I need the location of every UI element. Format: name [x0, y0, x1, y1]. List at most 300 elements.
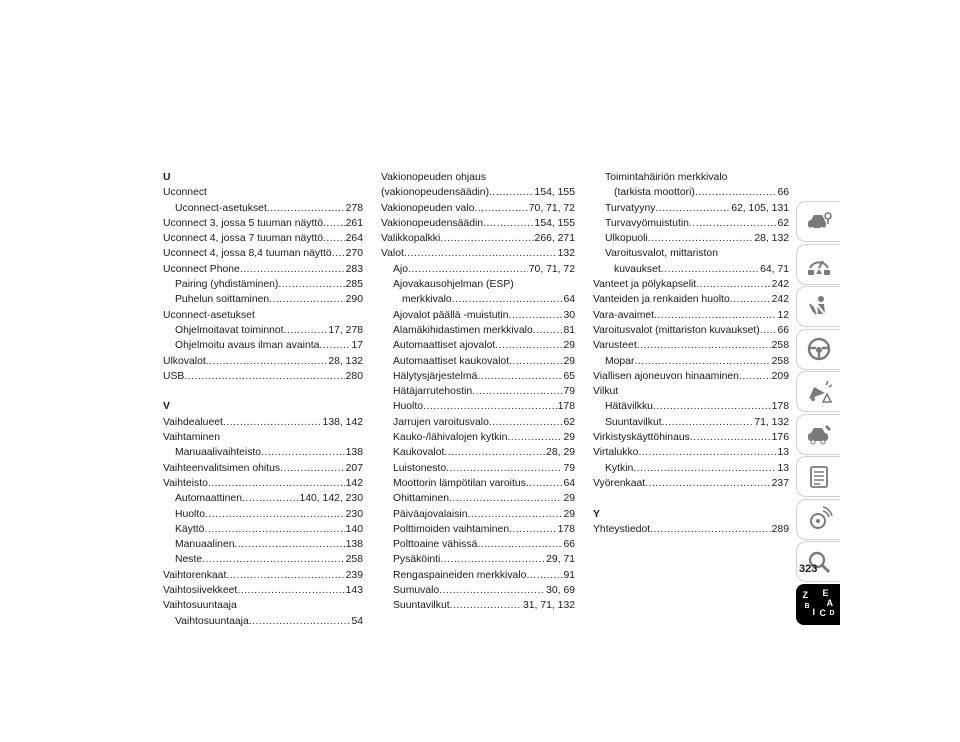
- index-term: Turvatyyny: [605, 202, 656, 214]
- index-letter: C: [819, 608, 826, 618]
- index-term: Suuntavilkut: [605, 416, 662, 428]
- index-page-ref[interactable]: 239: [345, 569, 363, 581]
- index-page-ref[interactable]: 266, 271: [534, 233, 575, 245]
- index-entry[interactable]: [163, 552, 363, 567]
- dot-leader: [450, 598, 522, 613]
- dot-leader: [474, 201, 527, 216]
- dot-leader: [261, 445, 345, 460]
- index-page-ref[interactable]: 62, 105, 131: [731, 202, 789, 214]
- dot-leader: [730, 292, 771, 307]
- index-page-ref[interactable]: 132: [557, 248, 575, 260]
- dot-leader: [645, 476, 770, 491]
- dot-leader: [526, 568, 562, 583]
- index-page-ref[interactable]: 270: [345, 248, 363, 260]
- tab-servicing[interactable]: [796, 414, 840, 455]
- index-page-ref[interactable]: 64, 71: [760, 263, 789, 275]
- car-key-icon: [804, 207, 834, 237]
- index-page-ref[interactable]: 64: [563, 294, 575, 306]
- index-page-ref[interactable]: 62: [563, 416, 575, 428]
- index-letter: D: [829, 610, 835, 617]
- index-entry[interactable]: [163, 491, 363, 506]
- index-term: merkkivalo: [402, 294, 452, 306]
- index-entry[interactable]: [163, 583, 363, 598]
- index-entry[interactable]: [163, 476, 363, 491]
- dot-leader: [739, 369, 771, 384]
- index-page-ref[interactable]: 29: [563, 493, 575, 505]
- index-page-ref[interactable]: 29: [563, 432, 575, 444]
- index-page-ref[interactable]: 31, 71, 132: [523, 600, 575, 612]
- index-term: Vaihtorenkaat: [163, 569, 227, 581]
- index-letter: A: [826, 598, 833, 608]
- index-entry[interactable]: [593, 476, 789, 491]
- index-page-ref[interactable]: 178: [557, 401, 575, 413]
- index-term: Vaihdealueet: [163, 416, 223, 428]
- index-entry[interactable]: [593, 369, 789, 384]
- dot-leader: [240, 262, 345, 277]
- index-term: (tarkista moottori): [614, 187, 695, 199]
- index-page-ref[interactable]: 17, 278: [328, 324, 363, 336]
- index-term: Ulkopuoli: [605, 233, 648, 245]
- index-page-ref[interactable]: 79: [563, 462, 575, 474]
- index-entry[interactable]: [593, 323, 789, 338]
- index-page-ref[interactable]: 71, 132: [754, 416, 789, 428]
- dot-leader: [533, 323, 563, 338]
- dot-leader: [237, 583, 344, 598]
- index-term: Ajovalot päällä -muistutin: [393, 309, 509, 321]
- index-entry[interactable]: [381, 491, 575, 506]
- index-entry[interactable]: [381, 598, 575, 613]
- index-term: Virkistyskäyttöhinaus: [593, 432, 690, 444]
- dot-leader: [284, 323, 328, 338]
- index-heading: Ajovakausohjelman (ESP): [393, 279, 514, 291]
- index-page-ref[interactable]: 13: [777, 447, 789, 459]
- index-page-ref[interactable]: 54: [351, 615, 363, 627]
- index-entry[interactable]: [381, 354, 575, 369]
- index-page-ref[interactable]: 176: [771, 432, 789, 444]
- page-number: 323: [799, 563, 818, 575]
- index-page-ref[interactable]: 28, 132: [328, 355, 363, 367]
- index-entry[interactable]: [163, 201, 363, 216]
- index-term: Polttoaine vähissä: [393, 539, 478, 551]
- index-entry[interactable]: [163, 445, 363, 460]
- index-entry[interactable]: [163, 277, 363, 292]
- index-entry[interactable]: [381, 415, 575, 430]
- index-term: Moottorin lämpötilan varoitus: [393, 477, 526, 489]
- index-entry[interactable]: [381, 430, 575, 445]
- index-entry[interactable]: [593, 430, 789, 445]
- steering-wheel-icon: [804, 334, 834, 364]
- index-letter: B: [804, 603, 810, 610]
- index-entry[interactable]: [593, 216, 789, 231]
- index-entry[interactable]: [381, 338, 575, 353]
- dot-leader: [449, 491, 562, 506]
- index-page-ref[interactable]: 237: [771, 477, 789, 489]
- index-term: Vara-avaimet: [593, 309, 655, 321]
- dot-leader: [696, 277, 770, 292]
- index-page-ref[interactable]: 66: [777, 324, 789, 336]
- index-section-letter: Y: [593, 508, 600, 520]
- multimedia-icon: [804, 504, 834, 534]
- index-entry[interactable]: [163, 231, 363, 246]
- index-term: USB: [163, 370, 185, 382]
- index-entry[interactable]: [163, 614, 363, 629]
- index-entry[interactable]: [163, 415, 363, 430]
- index-term: Pairing (yhdistäminen): [175, 279, 279, 291]
- index-term: Ohittaminen: [393, 493, 450, 505]
- index-page-ref[interactable]: 70, 71, 72: [528, 202, 575, 214]
- index-page-ref[interactable]: 28, 132: [754, 233, 789, 245]
- index-letter: I: [812, 607, 816, 617]
- tab-index[interactable]: [796, 584, 840, 625]
- index-page-ref[interactable]: 285: [345, 279, 363, 291]
- index-entry[interactable]: [163, 369, 363, 384]
- index-term: Automaattinen: [175, 493, 243, 505]
- index-entry[interactable]: [381, 216, 575, 231]
- dot-leader: [489, 415, 563, 430]
- index-heading: Vaihtosuuntaaja: [163, 600, 237, 612]
- index-page-ref[interactable]: 154, 155: [534, 217, 575, 229]
- index-page-ref[interactable]: 30: [563, 309, 575, 321]
- dot-leader: [184, 369, 344, 384]
- dot-leader: [650, 522, 770, 537]
- dot-leader: [323, 231, 345, 246]
- index-page-ref[interactable]: 258: [771, 340, 789, 352]
- index-entry[interactable]: [381, 231, 575, 246]
- index-term: Viallisen ajoneuvon hinaaminen: [593, 370, 739, 382]
- index-term: Rengaspaineiden merkkivalo: [393, 569, 527, 581]
- dot-leader: [468, 507, 563, 522]
- index-entry[interactable]: [381, 522, 575, 537]
- index-term: Turvavyömuistutin: [605, 217, 689, 229]
- index-term: Luistonesto: [393, 462, 447, 474]
- dot-leader: [444, 445, 545, 460]
- index-page-ref[interactable]: 178: [557, 523, 575, 535]
- dot-leader: [477, 369, 562, 384]
- dot-leader: [440, 552, 545, 567]
- index-page-ref[interactable]: 65: [563, 370, 575, 382]
- index-entry[interactable]: [381, 262, 575, 277]
- dot-leader: [319, 338, 350, 353]
- index-term: Sumuvalo: [393, 585, 440, 597]
- dot-leader: [223, 415, 322, 430]
- index-page-ref[interactable]: 70, 71, 72: [528, 263, 575, 275]
- index-page-ref[interactable]: 140: [345, 523, 363, 535]
- index-entry[interactable]: [593, 231, 789, 246]
- index-term: Automaattiset kaukovalot: [393, 355, 510, 367]
- index-term: Virtalukko: [593, 447, 639, 459]
- index-heading: Vaihtaminen: [163, 432, 220, 444]
- dot-leader: [235, 537, 345, 552]
- index-page-ref[interactable]: 258: [771, 355, 789, 367]
- index-heading: Toimintahäiriön merkkivalo: [605, 172, 728, 183]
- index-term: Huolto: [175, 508, 206, 520]
- tab-technical-specifications[interactable]: [796, 456, 840, 497]
- index-entry[interactable]: [163, 537, 363, 552]
- index-entry[interactable]: [593, 262, 789, 277]
- alphabetical-index-icon: [801, 589, 837, 619]
- dot-leader: [446, 461, 562, 476]
- index-page-ref[interactable]: 66: [563, 539, 575, 551]
- index-entry[interactable]: [381, 568, 575, 583]
- dot-leader: [226, 568, 344, 583]
- index-term: Manuaalivaihteisto: [175, 447, 262, 459]
- index-heading: Varoitusvalot, mittariston: [605, 248, 718, 260]
- index-heading: Vakionopeuden ohjaus: [381, 172, 486, 183]
- index-letter: E: [822, 588, 829, 598]
- index-entry[interactable]: [593, 338, 789, 353]
- index-entry[interactable]: [381, 445, 575, 460]
- index-page-ref[interactable]: 62: [777, 217, 789, 229]
- index-term: Varusteet: [593, 340, 637, 352]
- dot-leader: [654, 308, 776, 323]
- index-term: Jarrujen varoitusvalo: [393, 416, 489, 428]
- index-page-ref[interactable]: 138, 142: [322, 416, 363, 428]
- index-heading: Vilkut: [593, 386, 619, 398]
- index-page-ref[interactable]: 140, 142, 230: [299, 493, 363, 505]
- index-term: Automaattiset ajovalot: [393, 340, 496, 352]
- index-term: Huolto: [393, 401, 424, 413]
- index-page-ref[interactable]: 79: [563, 386, 575, 398]
- index-page-ref[interactable]: 29, 71: [546, 554, 575, 566]
- index-term: Vakionopeudensäädin: [381, 217, 484, 229]
- index-entry[interactable]: [381, 583, 575, 598]
- index-entry[interactable]: [381, 476, 575, 491]
- index-term: Uconnect-asetukset: [175, 202, 267, 214]
- index-page-ref[interactable]: 261: [345, 217, 363, 229]
- index-entry[interactable]: [163, 246, 363, 261]
- index-page-ref[interactable]: 258: [345, 554, 363, 566]
- index-entry[interactable]: [381, 292, 575, 307]
- dot-leader: [526, 476, 563, 491]
- index-term: Mopar: [605, 355, 635, 367]
- index-column-1: [163, 170, 363, 629]
- index-entry[interactable]: [381, 461, 575, 476]
- dot-leader: [509, 522, 557, 537]
- dot-leader: [760, 323, 777, 338]
- dot-leader: [202, 552, 345, 567]
- index-term: Ohjelmoitu avaus ilman avainta: [175, 340, 320, 352]
- dot-leader: [280, 461, 345, 476]
- dot-leader: [205, 507, 345, 522]
- index-page-ref[interactable]: 66: [777, 187, 789, 199]
- index-entry[interactable]: [163, 323, 363, 338]
- dot-leader: [472, 384, 562, 399]
- index-letter: Z: [802, 590, 808, 600]
- index-entry[interactable]: [381, 399, 575, 414]
- index-page-ref[interactable]: 278: [345, 202, 363, 214]
- index-page-ref[interactable]: 64: [563, 477, 575, 489]
- index-page-ref[interactable]: 29: [563, 508, 575, 520]
- index-heading: Uconnect-asetukset: [163, 309, 255, 321]
- dot-leader: [690, 430, 771, 445]
- index-page-ref[interactable]: 242: [771, 279, 789, 291]
- index-page-ref[interactable]: 81: [563, 324, 575, 336]
- dot-leader: [633, 461, 776, 476]
- index-entry[interactable]: [593, 445, 789, 460]
- index-term: Ajo: [393, 263, 409, 275]
- dot-leader: [483, 216, 533, 231]
- index-term: Vaihteisto: [163, 477, 208, 489]
- index-entry[interactable]: [163, 292, 363, 307]
- index-entry[interactable]: [593, 308, 789, 323]
- dot-leader: [408, 262, 528, 277]
- index-term: Vaihtosiivekkeet: [163, 585, 238, 597]
- index-term: Polttimoiden vaihtaminen: [393, 523, 510, 535]
- index-entry[interactable]: [381, 185, 575, 200]
- index-entry[interactable]: [381, 384, 575, 399]
- index-term: Varoitusvalot (mittariston kuvaukset): [593, 324, 760, 336]
- index-page-ref[interactable]: 142: [345, 477, 363, 489]
- index-entry[interactable]: [593, 461, 789, 476]
- index-entry[interactable]: [381, 507, 575, 522]
- index-page-ref[interactable]: 17: [351, 340, 363, 352]
- index-page-ref[interactable]: 30, 69: [546, 585, 575, 597]
- index-entry[interactable]: [381, 537, 575, 552]
- index-entry[interactable]: [593, 185, 789, 200]
- tab-multimedia[interactable]: [796, 499, 840, 540]
- index-page-ref[interactable]: 242: [771, 294, 789, 306]
- index-section-letter: V: [163, 401, 170, 413]
- index-term: Hätävilkku: [605, 401, 653, 413]
- index-entry[interactable]: [163, 354, 363, 369]
- index-page-ref[interactable]: 209: [771, 370, 789, 382]
- tab-search[interactable]: [796, 541, 840, 582]
- index-page-ref[interactable]: 13: [777, 462, 789, 474]
- index-term: Päiväajovalaisin: [393, 508, 468, 520]
- index-term: Uconnect 3, jossa 5 tuuman näyttö: [163, 217, 323, 229]
- dot-leader: [323, 216, 345, 231]
- dot-leader: [208, 476, 345, 491]
- dot-leader: [495, 338, 562, 353]
- index-term: Neste: [175, 554, 203, 566]
- index-term: Uconnect 4, jossa 8,4 tuuman näyttö: [163, 248, 332, 260]
- index-entry[interactable]: [163, 568, 363, 583]
- index-entry[interactable]: [381, 323, 575, 338]
- index-page-ref[interactable]: 289: [771, 523, 789, 535]
- tab-dashboard[interactable]: [796, 244, 840, 285]
- index-page-ref[interactable]: 283: [345, 263, 363, 275]
- index-term: (vakionopeudensäädin): [381, 187, 490, 199]
- index-entry[interactable]: [381, 369, 575, 384]
- index-page-ref[interactable]: 29: [563, 355, 575, 367]
- index-entry[interactable]: [163, 507, 363, 522]
- seatbelt-safety-icon: [804, 292, 834, 322]
- dot-leader: [489, 185, 534, 200]
- dot-leader: [477, 537, 562, 552]
- tab-emergency[interactable]: [796, 371, 840, 412]
- index-entry[interactable]: [381, 308, 575, 323]
- index-term: Kaukovalot: [393, 447, 445, 459]
- index-entry[interactable]: [381, 246, 575, 261]
- index-page-ref[interactable]: 138: [345, 447, 363, 459]
- index-term: kuvaukset: [614, 263, 661, 275]
- index-term: Vaihtosuuntaaja: [175, 615, 249, 627]
- dot-leader: [648, 231, 754, 246]
- index-term: Vanteet ja pölykapselit: [593, 279, 697, 291]
- index-entry[interactable]: [163, 461, 363, 476]
- index-entry[interactable]: [593, 292, 789, 307]
- tab-safety[interactable]: [796, 286, 840, 327]
- index-page-ref[interactable]: 178: [771, 401, 789, 413]
- index-term: Kytkin: [605, 462, 634, 474]
- index-page-ref[interactable]: 280: [345, 370, 363, 382]
- index-entry[interactable]: [163, 338, 363, 353]
- dot-leader: [206, 354, 328, 369]
- tab-vehicle-keys[interactable]: [796, 201, 840, 242]
- index-entry[interactable]: [593, 354, 789, 369]
- index-page-ref[interactable]: 91: [563, 569, 575, 581]
- index-page-ref[interactable]: 138: [345, 539, 363, 551]
- tab-starting-driving[interactable]: [796, 329, 840, 370]
- index-term: Manuaalinen: [175, 539, 235, 551]
- index-page-ref[interactable]: 230: [345, 508, 363, 520]
- index-entry[interactable]: [381, 201, 575, 216]
- index-page-ref[interactable]: 29: [563, 340, 575, 352]
- index-entry[interactable]: [163, 216, 363, 231]
- index-entry[interactable]: [163, 522, 363, 537]
- index-entry[interactable]: [381, 552, 575, 567]
- index-term: Alamäkihidastimen merkkivalo: [393, 324, 533, 336]
- index-entry[interactable]: [593, 415, 789, 430]
- breakdown-car-icon: [804, 377, 834, 407]
- index-column-3: [593, 170, 789, 537]
- index-entry[interactable]: [593, 277, 789, 292]
- index-term: Hälytysjärjestelmä: [393, 370, 478, 382]
- index-page-ref[interactable]: 154, 155: [534, 187, 575, 199]
- index-entry[interactable]: [593, 399, 789, 414]
- dot-leader: [509, 354, 562, 369]
- index-page-ref[interactable]: 207: [345, 462, 363, 474]
- index-entry[interactable]: [593, 201, 789, 216]
- dot-leader: [638, 445, 776, 460]
- dashboard-warning-icon: [804, 249, 834, 279]
- index-term: Yhteystiedot: [593, 523, 651, 535]
- index-term: Vanteiden ja renkaiden huolto: [593, 294, 730, 306]
- index-term: Ohjelmoitavat toiminnot: [175, 324, 284, 336]
- index-term: Pysäköinti: [393, 554, 441, 566]
- dot-leader: [661, 262, 759, 277]
- dot-leader: [332, 246, 345, 261]
- dot-leader: [440, 231, 533, 246]
- dot-leader: [507, 430, 562, 445]
- dot-leader: [653, 399, 771, 414]
- index-entry[interactable]: [593, 522, 789, 537]
- index-term: Kauko-/lähivalojen kytkin: [393, 432, 508, 444]
- index-page-ref[interactable]: 28, 29: [546, 447, 575, 459]
- dot-leader: [637, 338, 771, 353]
- index-page-ref[interactable]: 290: [345, 294, 363, 306]
- dot-leader: [662, 415, 754, 430]
- dot-leader: [269, 292, 345, 307]
- dot-leader: [695, 185, 777, 200]
- dot-leader: [249, 614, 351, 629]
- index-term: Käyttö: [175, 523, 205, 535]
- index-page-ref[interactable]: 12: [777, 309, 789, 321]
- dot-leader: [267, 201, 345, 216]
- index-spacer: [593, 491, 789, 506]
- dot-leader: [655, 201, 730, 216]
- index-page-ref[interactable]: 143: [345, 585, 363, 597]
- index-entry[interactable]: [163, 262, 363, 277]
- index-page-ref[interactable]: 264: [345, 233, 363, 245]
- index-term: Vakionopeuden valo: [381, 202, 475, 214]
- index-heading: Uconnect: [163, 187, 207, 199]
- index-section-letter: U: [163, 172, 171, 183]
- index-term: Ulkovalot: [163, 355, 206, 367]
- index-term: Puhelun soittaminen: [175, 294, 270, 306]
- index-term: Suuntavilkut: [393, 600, 450, 612]
- dot-leader: [278, 277, 344, 292]
